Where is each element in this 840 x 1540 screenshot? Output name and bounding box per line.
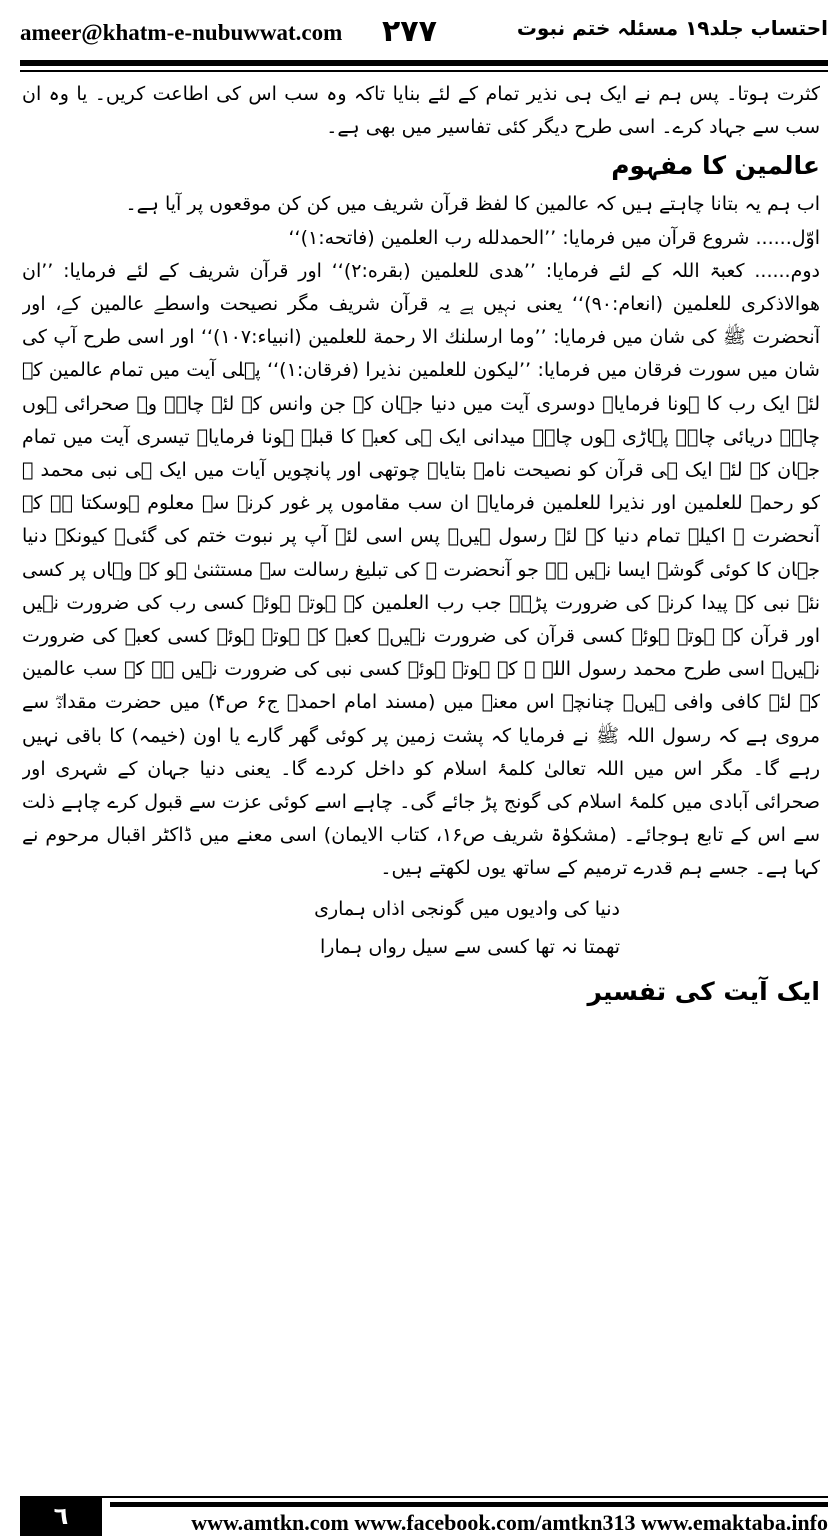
verse-quote-anbiya: وما ارسلنك الا رحمة للعلمین (انبیاء:۱۰۷): [213, 326, 535, 349]
main-text-2: ‘‘ یعنی نہیں ہے یہ قرآن شریف مگر نصیحت واسطے عالمین کے، اور آنحضرت ﷺ کی شان میں فرمایا: ’’: [22, 293, 820, 349]
first-verse-prefix: اوّل...... شروع قرآن میں فرمایا: ’’: [544, 226, 820, 249]
verse-quote-furqan: لیکون للعلمین نذیرا (فرقان:۱): [279, 359, 519, 382]
verse-quote-baqarah: هدی للعلمین (بقره:۲): [343, 259, 524, 282]
paragraph-main: [22, 255, 820, 886]
section-heading-alamin: عالمین کا مفہوم: [611, 151, 820, 181]
page-header: [20, 12, 828, 52]
section-heading-tafseer: ایک آیت کی تفسیر: [587, 976, 820, 1006]
paragraph-first-verse: [22, 222, 820, 255]
paragraph-continuation: کثرت ہوتا۔ پس ہم نے ایک ہی نذیر تمام کے لئے بنایا تاکہ وہ سب اس کی اطاعت کریں۔ یا وہ ان سب سے جہاد کرے۔ اسی طرح دیگر کئی تفاسیر میں بھی ہے۔: [22, 83, 820, 139]
footer-rule-thick: [110, 1502, 828, 1507]
footer-page-marker: ٦: [20, 1496, 102, 1536]
main-text-rest: ‘‘ پہلی آیت میں تمام عالمین کے لئے ایک رب کا ہونا فرمایا۔ دوسری آیت میں دنیا جہان کے جن وانس کے لئے چاہے وہ صحرائی ہوں چاہے دریائی چاہے پہاڑی ہوں چاہے میدانی ایک ہی کعبہ کا قبلہ ہونا فرمایا۔ تیسری آیت میں تمام جہان کے لئے ایک ہی قرآن کو نصیحت نامہ بتایا۔ چوتھی اور پانچویں آیات میں ایک ہی نبی محمد ﷺ کو رحمۃ للعلمین اور نذیرا للعلمین فرمایا۔ ان سب مقاموں پر غور کرنے سے معلوم ہوسکتا ہے کہ آنحضرت ﷺ اکیلے تمام دنیا کے لئے رسول ہیں۔ پس اسی لئے آپ پر نبوت ختم کی گئی۔ کیونکہ دنیا جہان کا کوئی گوشہ ایسا نہیں ہے جو آنحضرت ﷺ کی تبلیغ رسالت سے مستثنیٰ ہو کہ وہاں پر کسی نئے نبی کے پیدا کرنے کی ضرورت پڑے۔ جب رب العلمین کے ہوتے ہوئے کسی رب کی ضرورت نہیں اور قرآن کے ہوتے ہوئے کسی قرآن کی ضرورت نہیں۔ کعبہ کے ہوتے ہوئے کسی کعبہ کی ضرورت نہیں۔ اسی طرح محمد رسول اللہ ﷺ کے ہوتے ہوئے کسی نبی کی ضرورت نہیں ہے کہ سب عالمین کے لئے کافی وافی ہیں۔ چنانچہ اس معنے میں (مسند امام احمدؒ ج۶ ص۴) میں حضرت مقدادؓ سے مروی ہے کہ رسول اللہ ﷺ نے فرمایا کہ پشت زمین پر کوئی گھر گارے یا اون (خیمہ) کا باقی نہیں رہے گا۔ مگر اس میں اللہ تعالیٰ کلمۂ اسلام کو داخل کردے گا۔ یعنی دنیا جہان کے شہری اور صحرائی آبادی میں کلمۂ اسلام کی گونج پڑ جائے گی۔ چاہے اسے کوئی عزت سے قبول کرے چاہے ذلت سے اس کے تابع ہوجائے۔ (مشکوٰۃ شریف ص۱۶، کتاب الایمان) اسی معنے میں ڈاکٹر اقبال مرحوم نے کہا ہے۔ جسے ہم قدرے ترمیم کے ساتھ یوں لکھتے ہیں۔: [22, 359, 820, 880]
poetry-line-1: دنیا کی وادیوں میں گونجی اذاں ہماری: [314, 897, 620, 920]
header-email: ameer@khatm-e-nubuwwat.com: [20, 20, 343, 45]
first-verse-quote: الحمدلله رب العلمین (فاتحه:۱): [300, 226, 545, 249]
poetry-line-2: تھمتا نہ تھا کسی سے سیل رواں ہمارا: [320, 935, 620, 958]
header-rule-thin: [20, 70, 828, 72]
main-text-3: ‘‘ اور اسی طرح آپ کی شان میں سورت فرقان میں فرمایا: ’’: [22, 326, 820, 382]
paragraph-intro: اب ہم یہ بتانا چاہتے ہیں کہ عالمین کا لفظ قرآن شریف میں کن کن موقعوں پر آیا ہے۔: [125, 193, 820, 216]
poetry-couplet: [22, 890, 620, 966]
verse-quote-anam: ان هوالاذکری للعلمین (انعام:۹۰): [22, 259, 820, 316]
footer-links: www.amtkn.com www.facebook.com/amtkn313 www.emaktaba.info: [191, 1510, 828, 1535]
header-rule-thick: [20, 60, 828, 66]
first-verse-suffix: ‘‘: [288, 226, 301, 249]
page-footer: [20, 1496, 828, 1536]
main-text-1: ‘‘ اور قرآن شریف کے لئے فرمایا: ’’: [41, 259, 344, 282]
footer-rule-thin: [20, 1496, 828, 1498]
second-verse-prefix: دوم...... کعبۃ اللہ کے لئے فرمایا: ’’: [523, 259, 820, 282]
header-book-title: احتساب جلد۱۹ مسئلہ ختم نبوت: [516, 16, 828, 40]
page-body: [22, 78, 820, 1478]
header-page-number: ۲۷۷: [382, 14, 437, 49]
